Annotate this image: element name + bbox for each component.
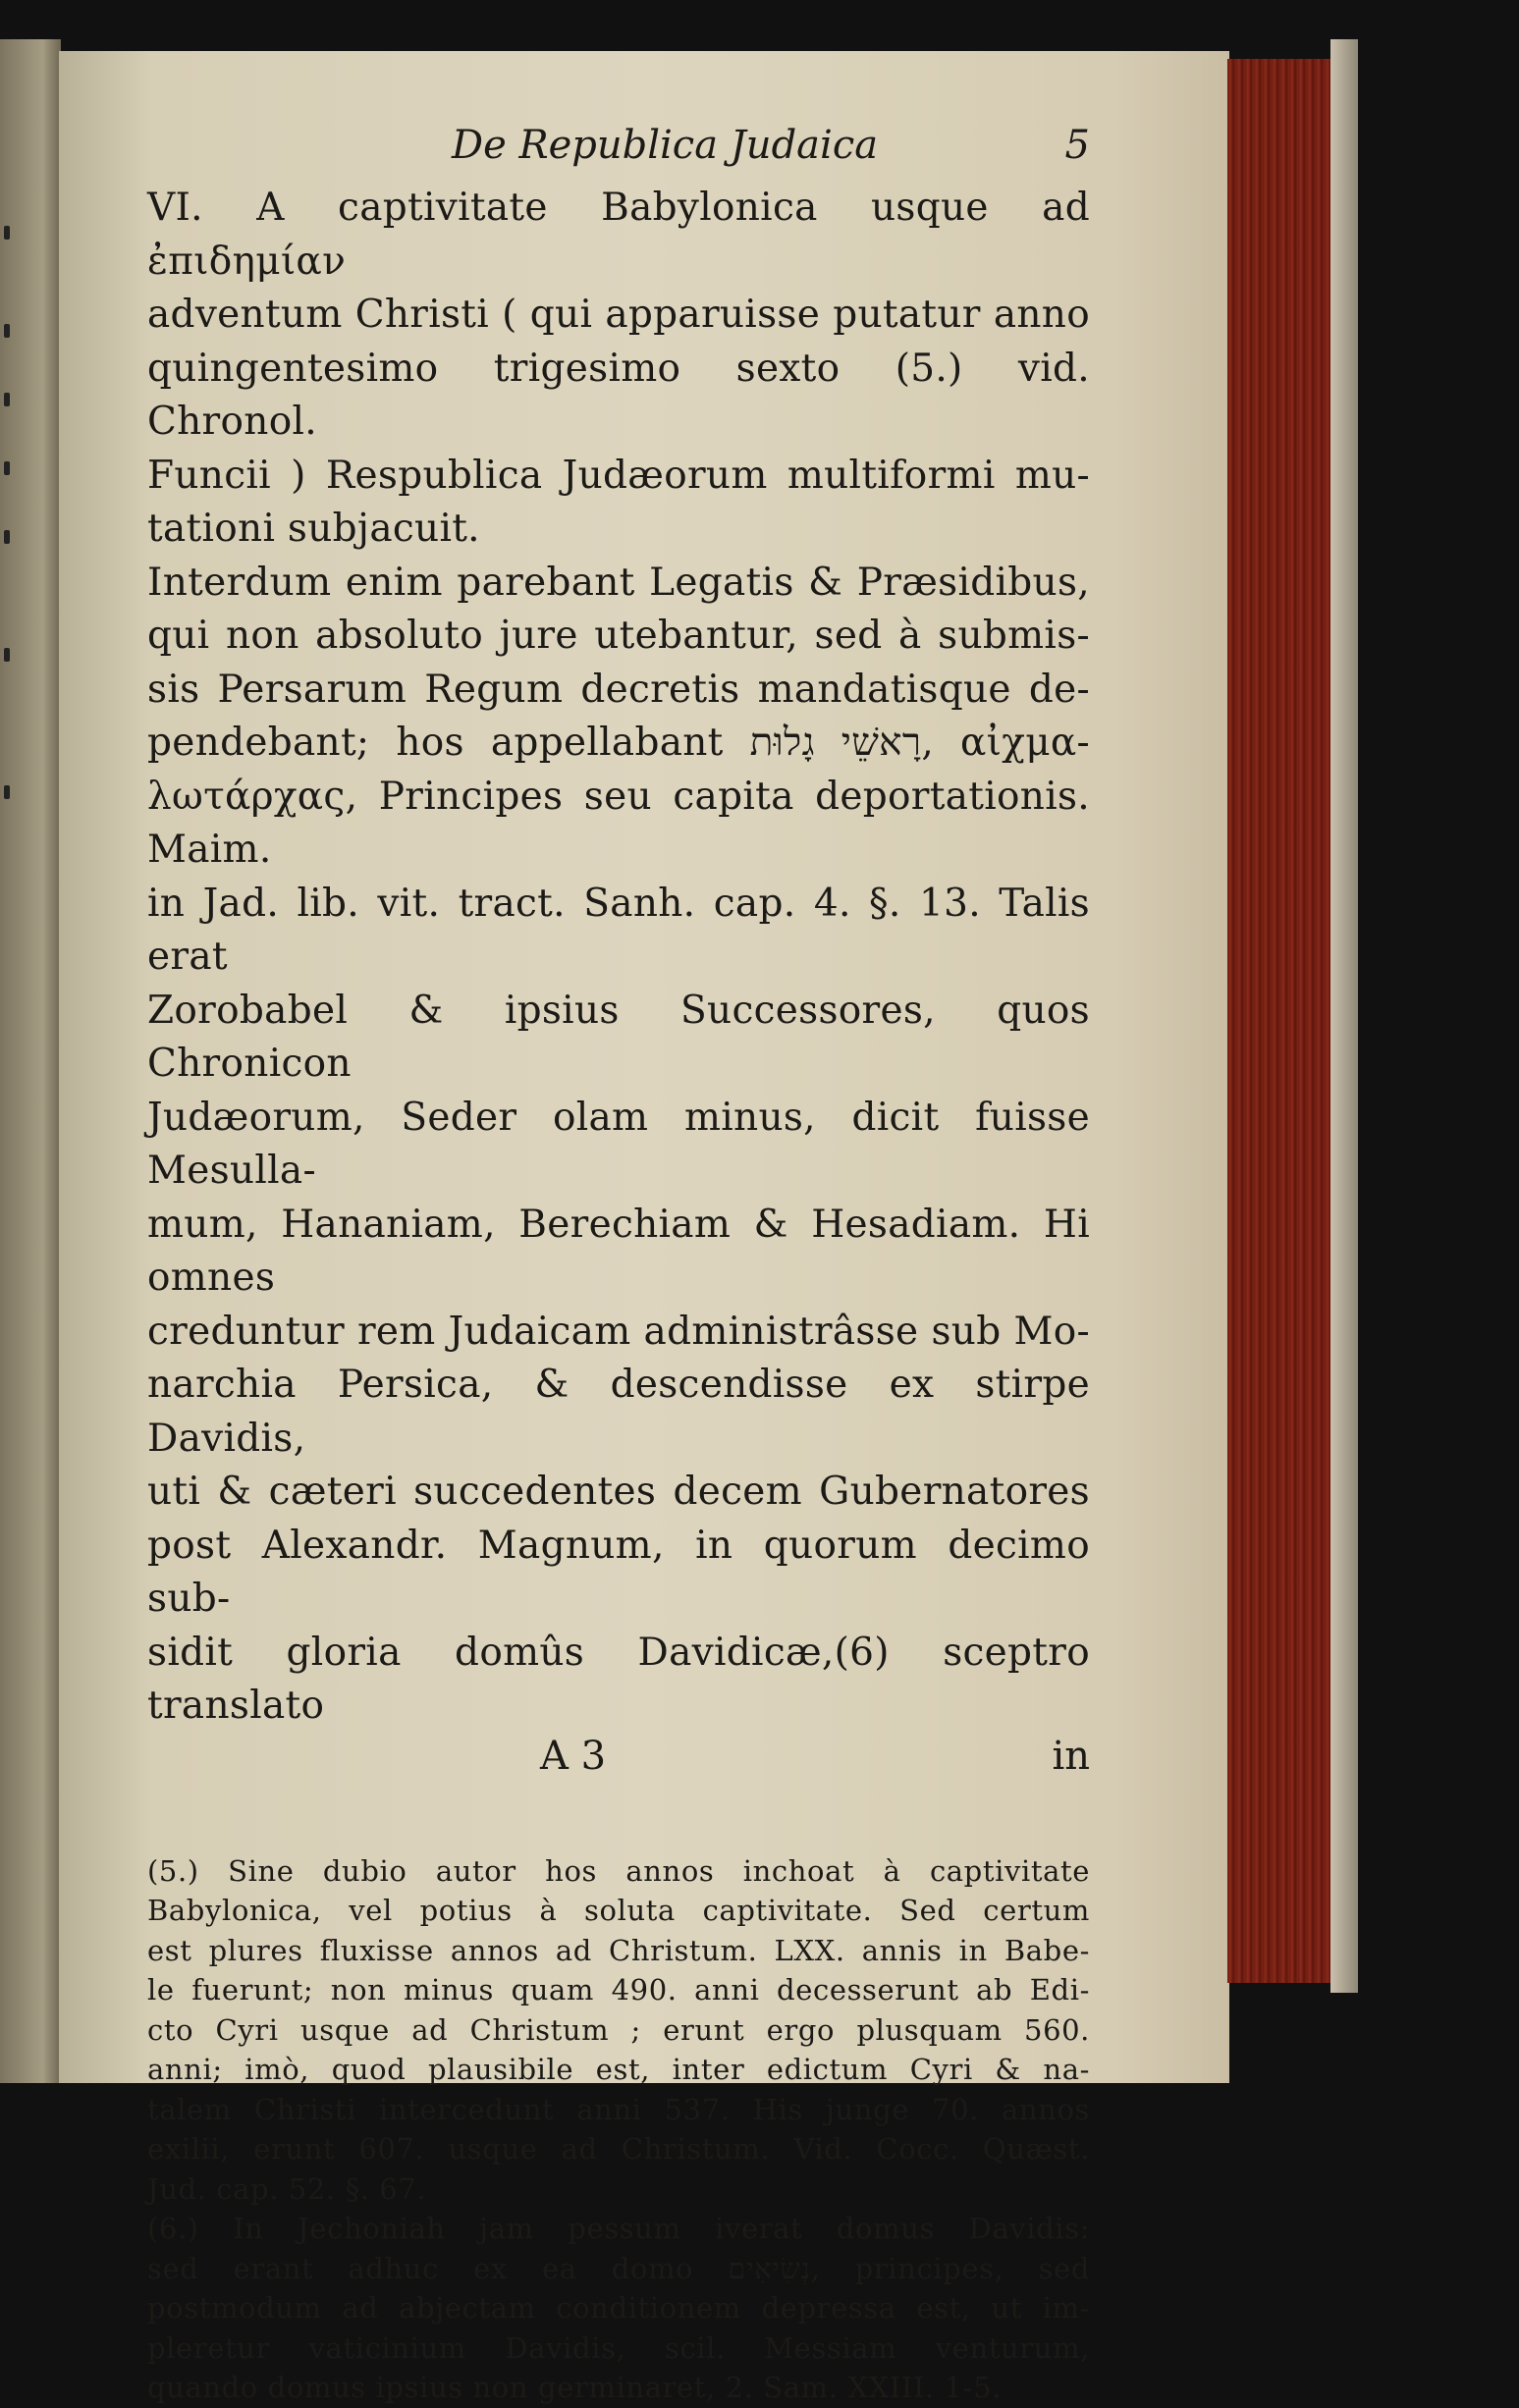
main-line: Zorobabel & ipsius Successores, quos Chronicon (147, 988, 1090, 1086)
page-number: 5 (1064, 123, 1090, 168)
main-line: narchia Persica, & descendisse ex stirpe Davidis, (147, 1363, 1090, 1461)
book-cover-edge (1330, 39, 1358, 1993)
main-line: Interdum enim parebant Legatis & Præsidibus, (147, 560, 1090, 605)
main-line: quingentesimo trigesimo sexto (5.) vid. Chronol. (147, 346, 1090, 444)
main-line: uti & cæteri succedentes decem Gubernatores (147, 1470, 1090, 1514)
catchword: in (1052, 1733, 1090, 1779)
main-line: tationi subjacuit. (147, 507, 480, 551)
footnote-line: (5.) Sine dubio autor hos annos inchoat à captivitate (147, 1853, 1090, 1888)
footnote-line: le fuerunt; non minus quam 490. anni decesserunt ab Edi- (147, 1973, 1090, 2007)
main-line: mum, Hananiam, Berechiam & Hesadiam. Hi omnes (147, 1202, 1090, 1300)
main-line: sidit gloria domûs Davidicæ,(6) sceptro translato (147, 1630, 1090, 1728)
main-text (147, 182, 1090, 1734)
footnote-line: (6.) In Jechoniah jam pessum iverat domus Davidis: (147, 2212, 1090, 2245)
footnote-line: pleretur vaticinium Davidis, scil. Messiam venturum, (147, 2330, 1090, 2365)
footnote-line: postmodum ad abjectam conditionem depressa est, ut im- (147, 2291, 1090, 2325)
footnote-line: anni; imò, quod plausibile est, inter edictum Cyri & na- (147, 2053, 1090, 2086)
footnote-line: exilii, erunt 607. usque ad Christum. Vid. Cocc. Quæst. (147, 2132, 1090, 2166)
main-line: pendebant; hos appellabant רָאשֵׁי גָלוּת, αἰχμα- (147, 721, 1090, 765)
footnote-line: Jud. cap. 52. §. 67. (147, 2171, 427, 2206)
footnote-line: sed erant adhuc ex ea domo נְשִׂיאִים, principes, sed (147, 2251, 1090, 2285)
footnote-line: quando domus ipsius non germinaret, 2. Sam. XXIII. 1-5. (147, 2371, 1002, 2404)
main-line: λωτάρχας, Principes seu capita deportationis. Maim. (147, 774, 1090, 872)
footnotes (147, 1851, 1090, 2408)
main-line: qui non absoluto jure utebantur, sed à submis- (147, 614, 1090, 658)
footnote-line: cto Cyri usque ad Christum ; erunt ergo plusquam 560. (147, 2012, 1090, 2047)
main-line: creduntur rem Judaicam administrâsse sub Mo- (147, 1309, 1090, 1354)
page-header (147, 123, 1090, 182)
footnote-line: talem Christi intercedunt anni 537. His junge 70. annos (147, 2092, 1090, 2126)
main-line: adventum Christi ( qui apparuisse putatur anno (147, 293, 1090, 337)
footnote-line: est plures fluxisse annos ad Christum. LXX. annis in Babe- (147, 1933, 1090, 1967)
main-line: post Alexandr. Magnum, in quorum decimo sub- (147, 1523, 1090, 1621)
red-page-edges (1227, 59, 1341, 1983)
footnote-line: Babylonica, vel potius à soluta captivitate. Sed certum (147, 1894, 1090, 1927)
main-line: Judæorum, Seder olam minus, dicit fuisse Mesulla- (147, 1095, 1090, 1193)
running-title: De Republica Judaica (452, 123, 879, 168)
signature-line (147, 1734, 1090, 1791)
facing-page-edge (0, 39, 61, 2083)
main-line: VI. A captivitate Babylonica usque ad ἐπιδημίαν (147, 186, 1090, 284)
main-line: in Jad. lib. vit. tract. Sanh. cap. 4. §. 13. Talis erat (147, 881, 1090, 979)
main-line: sis Persarum Regum decretis mandatisque de- (147, 667, 1090, 712)
signature-mark: A 3 (540, 1733, 607, 1779)
page-text (147, 123, 1090, 2408)
main-line: Funcii ) Respublica Judæorum multiformi mu- (147, 453, 1090, 498)
